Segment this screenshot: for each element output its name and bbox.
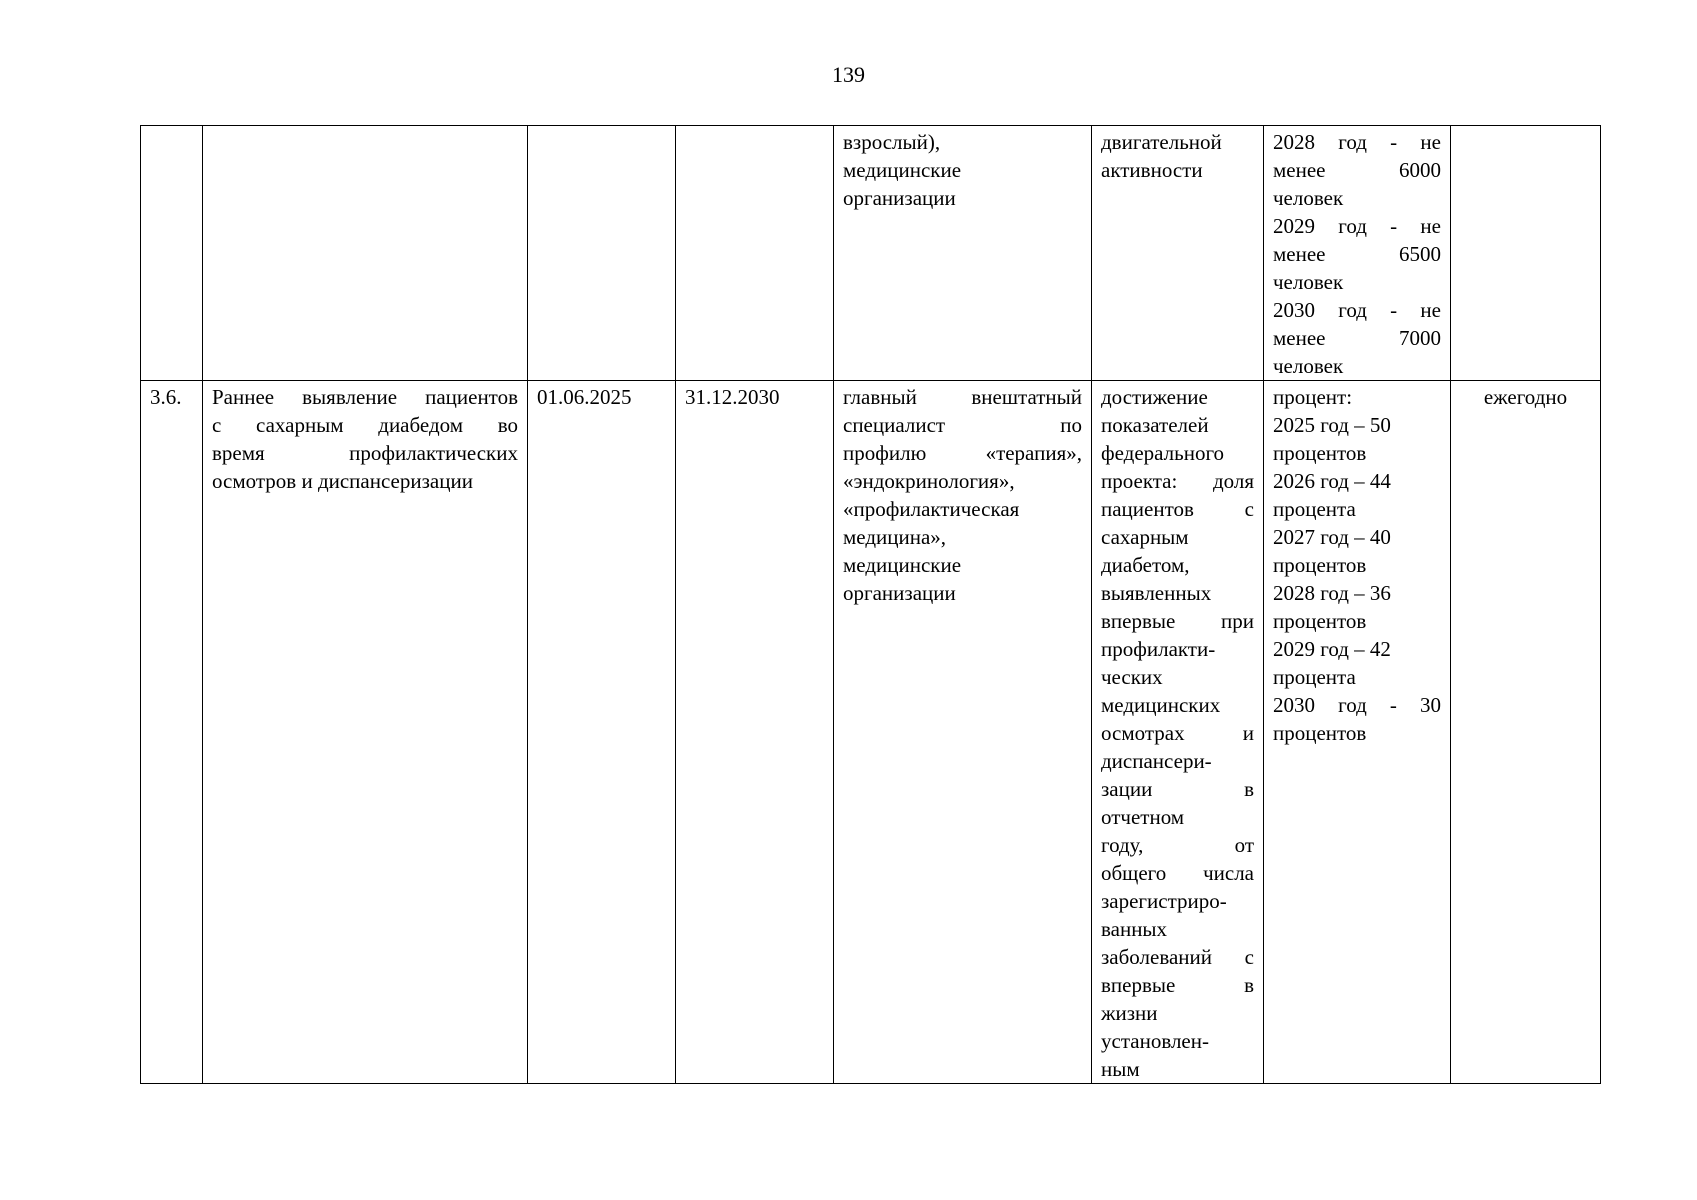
cell-end-date [676,126,834,381]
cell-line: впервые в [1101,973,1254,997]
cell-number [141,126,203,381]
cell-line: зарегистриро- [1101,889,1227,913]
cell-line: показателей [1101,413,1209,437]
cell-line: процента [1273,497,1356,521]
cell-line: ванных [1101,917,1168,941]
cell-line: 2028 год - не [1273,130,1441,154]
cell-line: году, от [1101,833,1254,857]
page-number: 139 [832,62,865,87]
cell-line: жизни [1101,1001,1158,1025]
cell-responsible [834,381,1092,1084]
cell-line: медицинские [843,553,962,577]
cell-line: процентов [1273,553,1367,577]
cell-event [203,381,528,1084]
cell-line: ным [1101,1057,1140,1081]
cell-line: установлен- [1101,1029,1209,1053]
cell-line: процент: [1273,385,1353,409]
cell-line: главный внештатный [843,385,1082,409]
cell-line: профилакти- [1101,637,1216,661]
cell-line: диспансери- [1101,749,1212,773]
cell-frequency [1451,126,1601,381]
cell-line: человек [1273,186,1344,210]
cell-line: 2027 год – 40 [1273,525,1391,549]
cell-line: ческих [1101,665,1163,689]
cell-line: 2029 год – 42 [1273,637,1391,661]
cell-line: менее 7000 [1273,326,1441,350]
cell-line: 2026 год – 44 [1273,469,1391,493]
cell-frequency: ежегодно [1451,381,1601,1084]
cell-line: организации [843,186,956,210]
cell-line: время профилактических [212,441,518,465]
cell-line: процента [1273,665,1356,689]
cell-indicator [1092,381,1264,1084]
cell-line: осмотров и диспансеризации [212,469,473,493]
cell-line: профилю «терапия», [843,441,1082,465]
cell-line: проекта: доля [1101,469,1254,493]
cell-line: пациентов с [1101,497,1254,521]
cell-line: активности [1101,158,1203,182]
cell-line: выявленных [1101,581,1212,605]
cell-line: медицинские [843,158,962,182]
cell-line: общего числа [1101,861,1254,885]
cell-responsible [834,126,1092,381]
cell-line: «профилактическая [843,497,1020,521]
cell-line: 2029 год - не [1273,214,1441,238]
cell-line: 2025 год – 50 [1273,413,1391,437]
measures-table [140,125,1601,1084]
cell-line: сахарным [1101,525,1189,549]
cell-line: менее 6500 [1273,242,1441,266]
cell-line: впервые при [1101,609,1254,633]
cell-indicator [1092,126,1264,381]
cell-value [1264,381,1451,1084]
cell-line: человек [1273,354,1344,378]
cell-line: диабетом, [1101,553,1190,577]
cell-line: с сахарным диабедом во [212,413,518,437]
cell-line: процентов [1273,441,1367,465]
cell-line: осмотрах и [1101,721,1254,745]
cell-line: человек [1273,270,1344,294]
cell-line: федерального [1101,441,1225,465]
cell-line: Раннее выявление пациентов [212,385,518,409]
cell-line: процентов [1273,721,1367,745]
cell-number: 3.6. [141,381,203,1084]
cell-event [203,126,528,381]
cell-start-date: 01.06.2025 [528,381,676,1084]
cell-value [1264,126,1451,381]
cell-start-date [528,126,676,381]
cell-line: достижение [1101,385,1208,409]
cell-line: заболеваний с [1101,945,1254,969]
cell-line: 2030 год - 30 [1273,693,1441,717]
cell-line: медицинских [1101,693,1221,717]
cell-line: «эндокринология», [843,469,1015,493]
cell-line: процентов [1273,609,1367,633]
cell-line: медицина», [843,525,947,549]
cell-line: менее 6000 [1273,158,1441,182]
table-row [141,126,1601,381]
cell-line: 2028 год – 36 [1273,581,1391,605]
cell-line: организации [843,581,956,605]
cell-line: отчетном [1101,805,1185,829]
table-row [141,381,1601,1084]
cell-line: двигательной [1101,130,1222,154]
cell-line: 2030 год - не [1273,298,1441,322]
cell-line: взрослый), [843,130,941,154]
cell-line: специалист по [843,413,1082,437]
cell-end-date: 31.12.2030 [676,381,834,1084]
cell-line: зации в [1101,777,1254,801]
